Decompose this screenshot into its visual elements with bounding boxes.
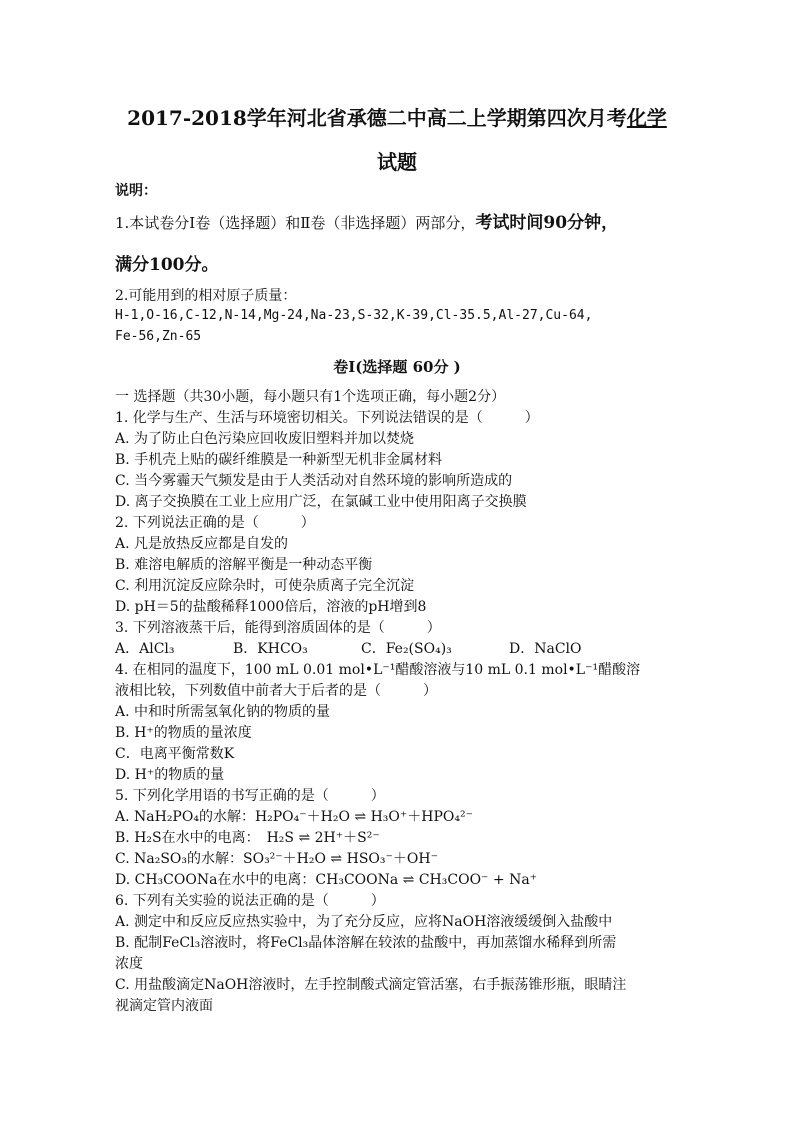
q5-option-d: D. CH₃COONa在水中的电离：CH₃COONa ⇌ CH₃COO⁻ + Na⁺ [115,872,538,888]
q2-option-b: B. 难溶电解质的溶解平衡是一种动态平衡 [115,557,373,573]
section-title: 卷Ⅰ(选择题 60分 ) [333,358,461,376]
exam-title-subject: 化学 [626,106,667,130]
q5-option-c: C. Na₂SO₃的水解：SO₃²⁻＋H₂O ⇌ HSO₃⁻＋OH⁻ [115,851,438,867]
q6-option-a: A. 测定中和反应反应热实验中，为了充分反应，应将NaOH溶液缓缓倒入盐酸中 [115,914,613,930]
notes-heading: 说明： [115,183,157,199]
exam-title-line2: 试题 [377,150,417,174]
notes-item-2: 2.可能用到的相对原子质量： [115,288,297,304]
q2-option-d: D. pH＝5的盐酸稀释1000倍后，溶液的pH增到8 [115,599,427,615]
q5-option-b: B. H₂S在水中的电离： H₂S ⇌ 2H⁺＋S²⁻ [115,830,380,846]
q2-option-a: A. 凡是放热反应都是自发的 [115,536,289,552]
q4-option-c: C．电离平衡常数K [115,746,235,762]
q3-option-b: B．KHCO₃ [233,641,308,657]
q1-option-b: B. 手机壳上贴的碳纤维膜是一种新型无机非金属材料 [115,452,443,468]
q4-option-a: A. 中和时所需氢氧化钠的物质的量 [115,704,331,720]
q2-option-c: C. 利用沉淀反应除杂时，可使杂质离子完全沉淀 [115,578,415,594]
q1-option-c: C. 当今雾霾天气频发是由于人类活动对自然环境的影响所造成的 [115,473,513,489]
q3-stem: 3. 下列溶液蒸干后，能得到溶质固体的是（ ） [115,620,441,636]
notes-item-1-text: 1.本试卷分Ⅰ卷（选择题）和Ⅱ卷（非选择题）两部分， [115,214,476,232]
q1-option-a: A. 为了防止白色污染应回收废旧塑料并加以焚烧 [115,431,415,447]
q3-option-d: D．NaClO [509,641,582,657]
notes-item-1 [115,213,715,234]
q6-option-b-line-2: 浓度 [115,956,143,972]
q4-stem-1: 4. 在相同的温度下，100 mL 0.01 mol•L⁻¹醋酸溶液与10 mL 0.1 mol•L⁻¹醋酸溶 [115,662,641,678]
notes-exam-time: 考试时间90分钟， [475,213,619,233]
q1-stem: 1. 化学与生产、生活与环境密切相关。下列说法错误的是（ ） [115,410,539,426]
q6-option-b-line-1: B. 配制FeCl₃溶液时，将FeCl₃晶体溶解在较浓的盐酸中，再加蒸馏水稀释到所需 [115,935,617,951]
section-intro: 一 选择题（共30小题，每小题只有1个选项正确，每小题2分） [115,389,506,405]
q4-stem-2: 液相比较，下列数值中前者大于后者的是（ ） [115,683,437,699]
q6-stem: 6. 下列有关实验的说法正确的是（ ） [115,893,385,909]
atomic-masses-line-1: H-1,O-16,C-12,N-14,Mg-24,Na-23,S-32,K-39,Cl-35.5,Al-27,Cu-64, [115,308,593,323]
q6-option-c-line-1: C. 用盐酸滴定NaOH溶液时，左手控制酸式滴定管活塞，右手振荡锥形瓶，眼睛注 [115,977,627,993]
exam-title-main: 2017-2018学年河北省承德二中高二上学期第四次月考 [127,106,627,130]
q5-option-a: A. NaH₂PO₄的水解：H₂PO₄⁻＋H₂O ⇌ H₃O⁺＋HPO₄²⁻ [115,809,473,825]
q1-option-d: D. 离子交换膜在工业上应用广泛，在氯碱工业中使用阳离子交换膜 [115,494,527,510]
q3-option-a: A．AlCl₃ [115,641,175,657]
q3-option-c: C．Fe₂(SO₄)₃ [361,641,452,657]
q4-option-b: B. H⁺的物质的量浓度 [115,725,252,741]
q6-option-c-line-2: 视滴定管内液面 [115,998,213,1014]
q2-stem: 2. 下列说法正确的是（ ） [115,515,315,531]
q4-option-d: D. H⁺的物质的量 [115,767,225,783]
q3-options [115,639,715,659]
q5-stem: 5. 下列化学用语的书写正确的是（ ） [115,788,385,804]
exam-title [0,104,794,132]
atomic-masses-line-2: Fe-56,Zn-65 [115,329,202,344]
notes-full-score: 满分100分。 [115,255,219,275]
